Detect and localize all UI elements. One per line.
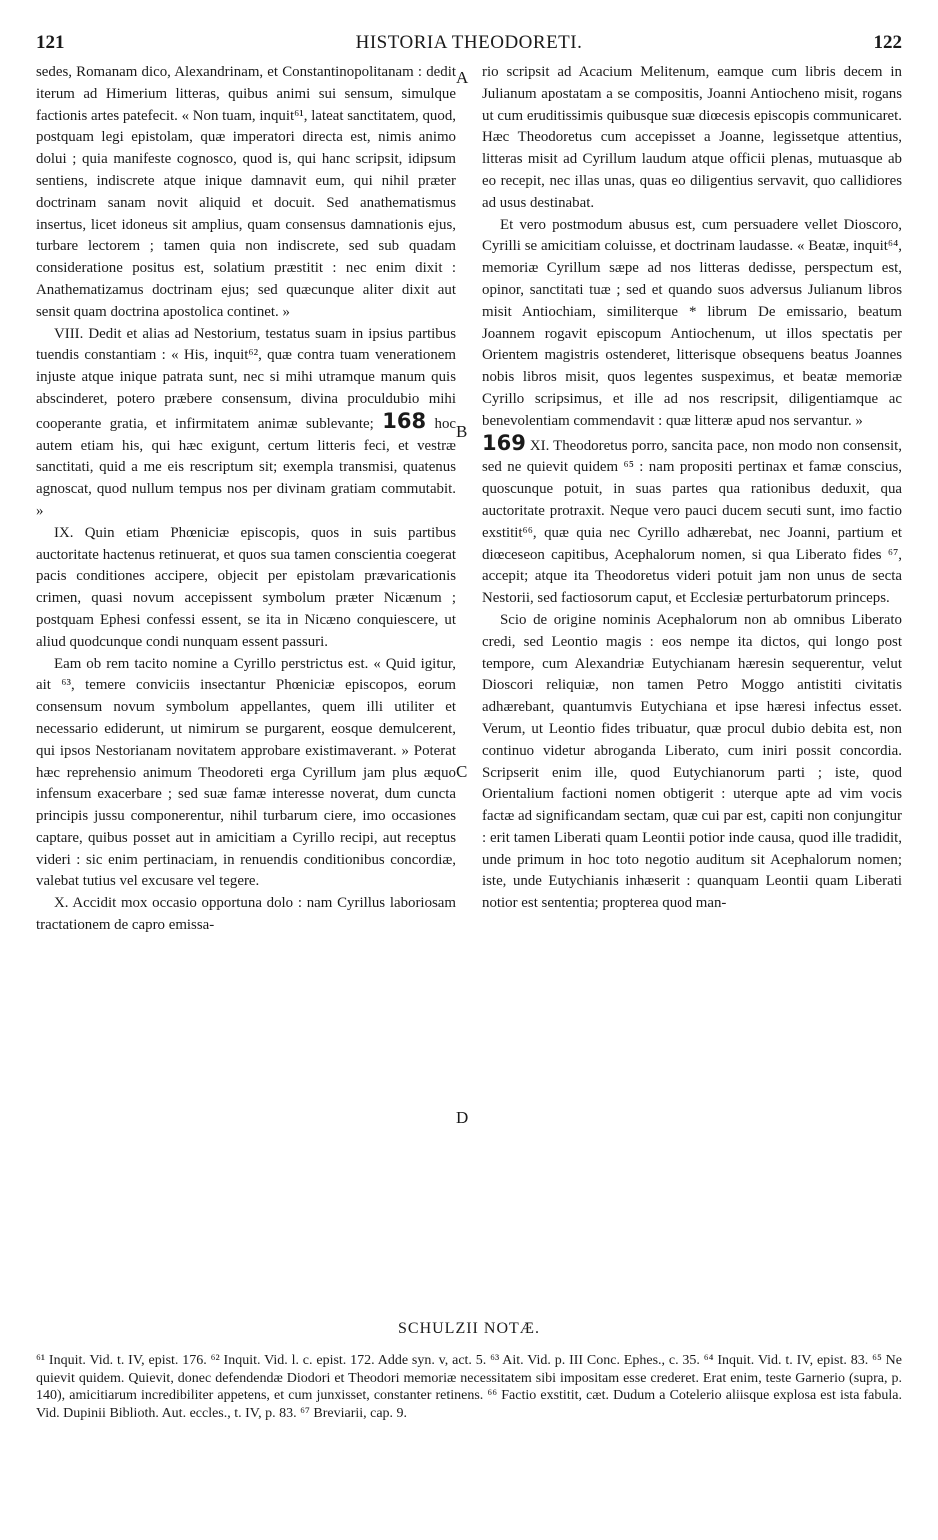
paragraph: sedes, Romanam dico, Alexandrinam, et Constantinopolitanam : dedit iterum ad Himerium litteras, quibus animi sui sensum, simulque factionis artes patefecit. « Non tuam, inquit⁶¹, lateat sanctitatem, quod, postquam legi epistolam, quæ imperatori directa est, nimis animo dolui ; quia manifeste cognosco, quod is, qui hanc scripsit, idipsum sentiens, indiscrete atque inique damnavit eum, qui nihil præter doctrinam sanam novit aliquid et docuit. Sed anathematismus insertus, licet idoneus sit amplius, quam consensus damnationis ejus, turbare lectorem ; tamen quia non indiscrete, sed sub quadam consideratione positus est, solatium præstitit : nec enim dixit : Anathematizamus doctrinam ejus; sed quæcunque aliter dixit aut sensit quam doctrina apostolica continet. » <box>36 64 456 320</box>
page-marker-169: 169 <box>482 430 526 455</box>
paragraph-text: VIII. Dedit et alias ad Nestorium, testatus suam in ipsius partibus tuendis constantiam : « His, inquit⁶², quæ contra tuam venerationem injuste atque inique patrata sunt, nec si mihi utramque manum quis abscinderet, potero præbere consensum, divina proculdubio mihi cooperante gratia, et infirmitatem animæ sublevante; <box>36 325 456 432</box>
paragraph: Scio de origine nominis Acephalorum non ab omnibus Liberato credi, sed Leontio magis : eos nempe ita dictos, qui longo post tempore, cum Alexandriæ Eutychianam hæresin sequerentur, velut Dioscori reliquiæ, non tamen Petro Moggo antistiti civitatis adhærebant, quantumvis Eutychiana et ipse hæresi infectus esset. Verum, ut Leontio fides tribuatur, quæ procul dubio debita est, non continuo videtur abroganda Liberato, cum iniri possit concordia. Scripserit enim ille, quod Eutychianorum parti ; iste, quod Orientalium factioni nomen obtigerit : uterque apte ad vim vocis factæ ad significandam sectam, quæ cui par est, capiti non conjungitur : erit tamen Liberati quam Leontii potior inde causa, quod ille tradidit, unde primum in hoc toto negotio auditum sit Acephalorum nomen; iste, unde Eutychianis inhæserit : quanquam Leontii quam Liberati notior est sententia; propterea quod man- <box>482 611 902 912</box>
paragraph-text: hoc autem etiam his, qui hæc exigunt, certum litteris feci, et vestræ sanctitati, quid a me eis rescriptum sit; exempla transmisi, quatenus agnoscat, quod nullum tempus nos per divinam gratiam commutabit. » <box>36 415 456 519</box>
margin-letter-a: A <box>456 68 469 87</box>
margin-letter-b: B <box>456 422 468 441</box>
page-marker-168: 168 <box>382 408 427 433</box>
running-title: HISTORIA THEODORETI. <box>355 32 583 53</box>
right-page-number: 122 <box>873 32 902 53</box>
left-column <box>36 62 456 937</box>
paragraph: Et vero postmodum abusus est, cum persuadere vellet Dioscoro, Cyrilli se amicitiam coluisse, et doctrinam laudasse. « Beatæ, inquit⁶⁴, memoriæ Cyrillum sæpe ad nos litteras dedisse, perspectum est, opinor, sanctitati tuæ ; sed et quando suos adversus Julianum libros misit Antiochiam, similiterque * librum De emissario, beatum Joannem rogavit episcopum Antiochenum, ut illos spectatis per Orientem magistris ostenderet, litterisque obsequens beatus Joannes nobis libros misit, quos legentes suspeximus, et beatæ memoriæ Cyrillo scripsimus, et ille ad nos rescripsit, diligentiamque ac benevolentiam commendavit : quæ litteræ apud nos servantur. » <box>482 216 902 429</box>
right-column <box>482 62 902 915</box>
paragraph-text: XI. Theodoretus porro, sancita pace, non modo non consensit, sed ne quievit quidem ⁶⁵ : nam propositi pertinax et famæ conscius, quoscunque potuit, in suas partes qua rationibus deduxit, qua auctoritate protraxit. Neque vero pauci ducem secuti sunt, imo factio exstitit⁶⁶, quæ quia nec Cyrillo adhærebat, nec Joanni, partium et diœceseon capitibus, Acephalorum nomen, si qua Liberato fides ⁶⁷, accepit; atque ita Theodoretus videri potuit jam non unus de secta Nestorii, sed factiosorum caput, et Ecclesiæ perturbatorum princeps. <box>482 437 902 607</box>
running-header <box>36 32 902 58</box>
notes-title: SCHULZII NOTÆ. <box>398 1320 540 1337</box>
paragraph: X. Accidit mox occasio opportuna dolo : nam Cyrillus laboriosam tractationem de capro emissa- <box>36 895 456 934</box>
left-page-number: 121 <box>36 32 65 53</box>
paragraph: rio scripsit ad Acacium Melitenum, eamque cum libris decem in Julianum apostatam a se compositis, Joanni Antiocheno misit, rogans ut cum eruditissimis quibusque suæ diœcesis episcopis communicaret. Hæc Theodoretus cum accepisset a Joanne, legissetque attentius, litteras misit ad Cyrillum laudum atque officii plenas, mutuasque ab eo recepit, nec illas unas, quas eo diligentius servavit, quo callidiores ad usus destinabat. <box>482 64 902 211</box>
paragraph <box>36 324 456 523</box>
margin-letter-d: D <box>456 1108 469 1127</box>
margin-letter-c: C <box>456 762 468 781</box>
paragraph <box>482 430 902 610</box>
paragraph: IX. Quin etiam Phœniciæ episcopis, quos in suis partibus auctoritate hactenus retinuerat, et quos sua tamen conscientia coegerat pacis conditiones accipere, objecit per epistolam prævaricationis crimen, quasi novum accepissent symbolum præter Nicænum ; postquam Ephesi confessi essent, se ita in Nicæno conquiescere, ut aliud quodcunque condi nunquam essent passuri. <box>36 524 456 650</box>
paragraph: Eam ob rem tacito nomine a Cyrillo perstrictus est. « Quid igitur, ait ⁶³, temere conviciis insectantur Phœniciæ episcopos, eorum consensum novum symbolum appellantes, quem illi utiliter et necessario ediderunt, ut nimirum se purgarent, eosque demulcerent, qui ipsos Nestorianam novitatem approbare existimaverant. » Poterat hæc reprehensio animum Theodoreti erga Cyrillum jam plus æquo infensum exacerbare ; sed suæ famæ interesse noverat, dum cuncta principis jussu componerentur, nihil turbarum ciere, imo occasiones captare, quibus posset aut in amicitiam a Cyrillo recipi, aut receptus videri : sic enim pertinaciam, in renuendis conditionibus concordiæ, valebat tutius vel excusare vel tegere. <box>36 655 456 890</box>
footnotes: ⁶¹ Inquit. Vid. t. IV, epist. 176. ⁶² Inquit. Vid. l. c. epist. 172. Adde syn. v, act. 5. ⁶³ Ait. Vid. p. III Conc. Ephes., c. 35. ⁶⁴ Inquit. Vid. t. IV, epist. 83. ⁶⁵ Ne quievit quidem. Quievit, donec defendendæ Diodori et Theodori memoriæ necessitatem sibi impositam esse crederet. Erat enim, teste Garnerio (supra, p. 140), amicitiarum incredibiliter appetens, et cum junxisset, constanter retinens. ⁶⁶ Factio exstitit, cæt. Dudum a Cotelerio aliisque explosa est ista fabula. Vid. Dupinii Biblioth. Aut. eccles., t. IV, p. 83. ⁶⁷ Breviarii, cap. 9. <box>36 1353 902 1421</box>
